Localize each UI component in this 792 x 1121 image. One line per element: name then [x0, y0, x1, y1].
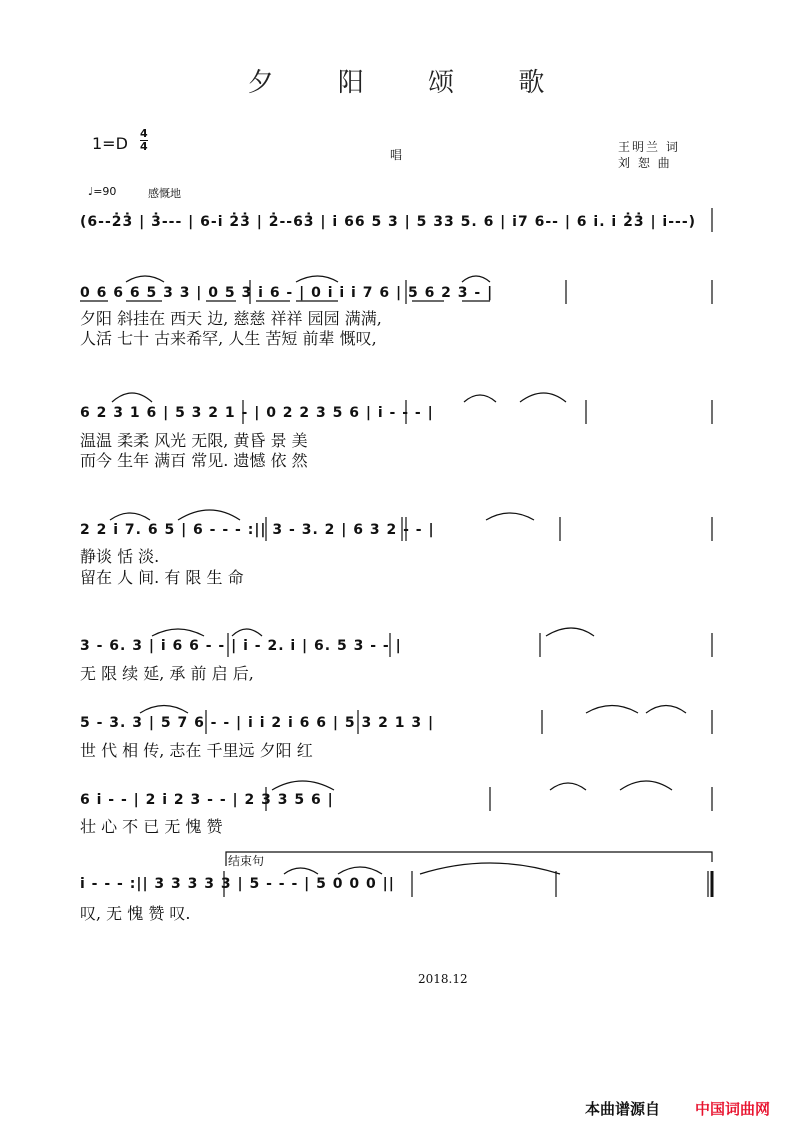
lyric-line-2a: 夕阳 斜挂在 西天 边, 慈慈 祥祥 园园 满满,: [80, 309, 382, 328]
slur: [464, 395, 496, 402]
slur: [140, 706, 188, 714]
slur: [420, 863, 560, 874]
slur: [152, 629, 204, 636]
slur: [520, 393, 566, 402]
composer-credit: 刘 恕 曲: [618, 156, 672, 170]
lyric-line-7: 壮 心 不 已 无 愧 赞: [80, 817, 223, 836]
footer-source-label: 本曲谱源自: [585, 1100, 661, 1118]
slur: [620, 781, 672, 790]
notation-line-5: 3 - 6. 3 | i 6 6 - - | i - 2. i | 6. 5 3 - - |: [80, 638, 402, 654]
notation-line-8: i - - - :|| 3 3 3 3 3 | 5 - - - | 5 0 0 0 ||: [80, 876, 395, 892]
slur: [486, 513, 534, 520]
time-signature-top: 4: [140, 127, 148, 140]
slur: [550, 783, 586, 790]
lyric-line-2b: 人活 七十 古来希罕, 人生 苦短 前辈 慨叹,: [80, 329, 377, 348]
slur: [112, 393, 152, 402]
performance-mode: 唱: [390, 148, 403, 162]
slur: [338, 867, 382, 874]
notation-line-4: 2 2 i 7. 6 5 | 6 - - - :|| 3 - 3. 2 | 6 3 2 - - |: [80, 522, 435, 538]
tempo-marking: ♩=90: [88, 185, 117, 198]
slur: [284, 868, 318, 874]
lyric-line-8: 叹, 无 愧 赞 叹.: [80, 904, 191, 923]
slur: [272, 781, 334, 790]
slur: [646, 706, 686, 714]
notation-line-6: 5 - 3. 3 | 5 7 6 - - | i i 2 i 6 6 | 5 3 2 1 3 |: [80, 715, 435, 731]
date-stamp: 2018.12: [418, 972, 468, 986]
time-signature-bottom: 4: [140, 140, 148, 153]
song-title: 夕 阳 颂 歌: [247, 68, 573, 98]
lyric-line-4a: 静谈 恬 淡.: [80, 547, 160, 566]
coda-label: 结束句: [228, 854, 265, 868]
notation-line-3: 6 2 3 1 6 | 5 3 2 1 - | 0 2 2 3 5 6 | i - - - |: [80, 405, 434, 421]
lyricist-credit: 王明兰 词: [618, 140, 680, 154]
lyric-line-5: 无 限 续 延, 承 前 启 后,: [80, 664, 254, 683]
lyric-line-6: 世 代 相 传, 志在 千里远 夕阳 红: [80, 741, 313, 760]
key-signature: 1=D: [92, 134, 128, 153]
notation-line-1: (6--2̇3̇ | 3̇--- | 6-i 2̇3̇ | 2̇--63̇ | i 66 5 3 | 5 33 5. 6 | i7 6-- | 6 i. i 2̇3̇ | i---): [80, 214, 697, 230]
slur: [296, 276, 338, 282]
slur: [546, 628, 594, 636]
slur: [586, 706, 638, 714]
slur: [462, 276, 490, 282]
lyric-line-3b: 而今 生年 满百 常见. 遗憾 依 然: [80, 451, 308, 470]
slur: [126, 276, 164, 282]
lyric-line-4b: 留在 人 间. 有 限 生 命: [80, 568, 244, 587]
footer-site-link[interactable]: 中国词曲网: [695, 1100, 771, 1118]
slur: [110, 513, 150, 520]
slur: [178, 510, 240, 520]
lyric-line-3a: 温温 柔柔 风光 无限, 黄昏 景 美: [80, 431, 308, 450]
expression-marking: 感慨地: [148, 187, 181, 200]
notation-line-2: 0 6 6 6 5 3 3 | 0 5 3 i 6 - | 0 i i i 7 6 | 5 6 2 3 - |: [80, 285, 494, 301]
notation-line-7: 6 i - - | 2 i 2 3 - - | 2 3 3 5 6 |: [80, 792, 334, 808]
slur: [232, 629, 262, 636]
